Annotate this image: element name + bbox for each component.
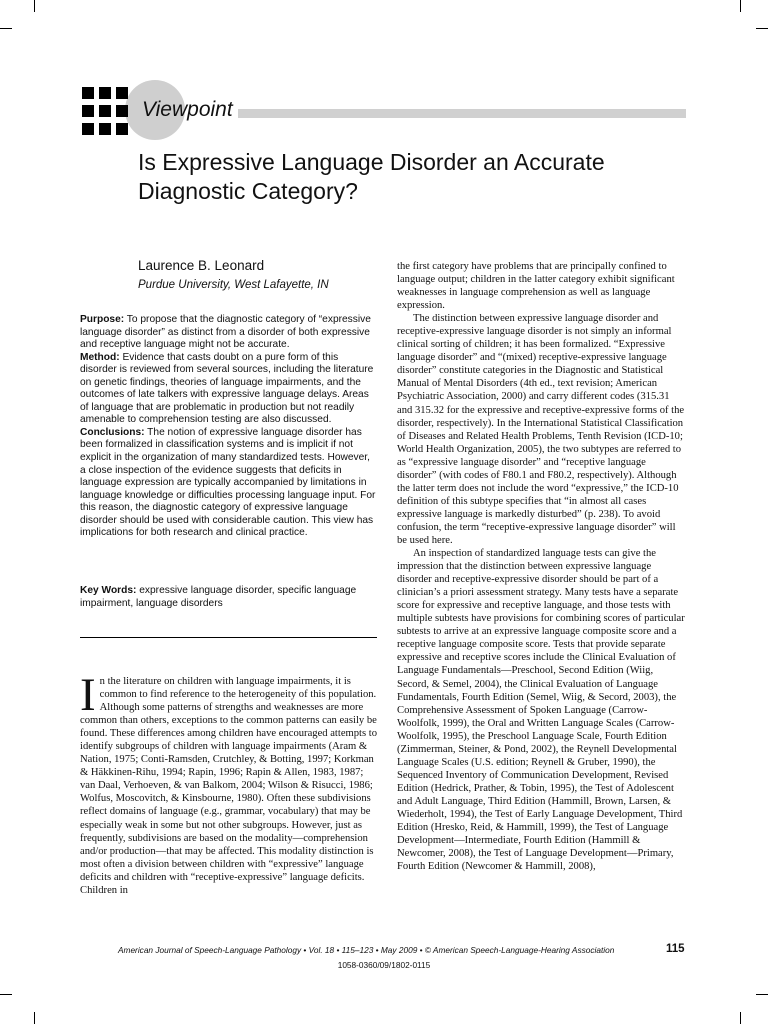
body-column-1 — [80, 669, 378, 897]
logo-square — [82, 105, 94, 117]
body-paragraph: An inspection of standardized language tests can give the impression that the distinction between expressive language disorder and receptive-expressive disorder should be part of a clinician’s a priori assessment strategy. Many tests have a separate score for expressive and receptive language, and those tests with multiple subtests have provisions for combining scores of particular subtests to arrive at an expressive language composite score and a receptive language composite score. Tests that provide separate expressive and receptive scores include the Clinical Evaluation of Language Fundamentals—Preschool, Second Edition (Wiig, Secord, & Semel, 2004), the Clinical Evaluation of Language Fundamentals, Fourth Edition (Semel, Wiig, & Secord, 2003), the Comprehensive Assessment of Spoken Language (Carrow-Woolfolk, 1999), the Oral and Written Language Scales (Carrow-Woolfolk, 1995), the Preschool Language Scale, Fourth Edition (Zimmerman, Steiner, & Pond, 2002), the Reynell Developmental Language Scales (U.S. edition; Reynell & Gruber, 1990), the Sequenced Inventory of Communication Development, Revised Edition (Hedrick, Prather, & Tobin, 1995), the Test of Adolescent and Adult Language, Third Edition (Hammill, Brown, Larsen, & Wiederholt, 1994), the Test of Early Language Development, Third Edition (Hresko, Reid, & Hammill, 1999), the Test of Language Development—Intermediate, Fourth Edition (Hammill & Newcomer, 2008), the Test of Language Development—Primary, Fourth Edition (Newcomer & Hammill, 2008), — [397, 548, 685, 873]
body-paragraph: The distinction between expressive language disorder and receptive-expressive language disorder is not simply an informal clinical sorting of children; it has been formalized. “Expressive language disorder” and “(mixed) receptive-expressive language disorder” constitute categories in the Diagnostic and Statistical Manual of Mental Disorders (4th ed., text revision; American Psychiatric Association, 2000) and carry different codes (315.31 and 315.32 for the expressive and receptive-expressive forms of the disorder, respectively). In the International Statistical Classification of Diseases and Related Health Problems, Tenth Revision (ICD-10; World Health Organization, 2005), the two subtypes are referred to as “expressive language disorder” and “receptive language disorder” (with codes of F80.1 and F80.2, respectively). Although the latter term does not include the word “expressive,” the ICD-10 definition of this subtype specifies that “in almost all cases expressive language is markedly disturbed” (p. 238). To avoid confusion, the term “receptive-expressive language disorder” will be used here. — [397, 313, 685, 546]
key-words-label: Key Words: — [80, 585, 137, 596]
crop-mark-bl-v — [34, 1012, 35, 1024]
crop-mark-bl-h — [0, 994, 12, 995]
key-words-text: expressive language disorder, specific language impairment, language disorders — [80, 585, 357, 609]
author-affiliation: Purdue University, West Lafayette, IN — [138, 279, 329, 291]
method-label: Method: — [80, 351, 120, 363]
key-words — [80, 584, 377, 610]
doi-line: 1058-0360/09/1802-0115 — [337, 960, 431, 970]
abstract — [80, 314, 377, 540]
section-label: Viewpoint — [142, 98, 233, 121]
abstract-purpose — [80, 314, 377, 352]
method-text: Evidence that casts doubt on a pure form of this disorder is reviewed from several sources, including the literature on genetic findings, theories of language impairments, and the outcomes of late talkers with expressive language delays. Areas of language that are problematic in production but not readily amenable to comprehension testing are also discussed. — [80, 351, 374, 426]
abstract-method — [80, 352, 377, 427]
logo-square — [82, 87, 94, 99]
logo-square — [99, 123, 111, 135]
crop-mark-tr-h — [756, 28, 768, 29]
crop-mark-tl-v — [34, 0, 35, 12]
purpose-label: Purpose: — [80, 314, 125, 325]
conclusions-text: The notion of expressive language disorder has been formalized in classification systems and is implicit if not explicit in the organization of many standardized tests. However, a close inspection of the evidence suggests that deficits in language expression are typically accompanied by limitations in language knowledge or difficulties processing language input. For this reason, the diagnostic category of expressive language disorder should be used with considerable caution. This view has implications for both research and clinical practice. — [80, 426, 376, 539]
logo-square — [99, 87, 111, 99]
crop-mark-br-h — [756, 994, 768, 995]
conclusions-label: Conclusions: — [80, 426, 145, 438]
logo-square — [99, 105, 111, 117]
drop-cap: I — [80, 669, 96, 721]
body-paragraph: the first category have problems that are principally confined to language output; children in the latter category exhibit significant weaknesses in language comprehension as well as language expression. — [397, 261, 675, 312]
crop-mark-tl-h — [0, 28, 12, 29]
purpose-text: To propose that the diagnostic category of “expressive language disorder” as distinct from a disorder of both expressive and receptive language might not be accurate. — [80, 314, 371, 351]
logo-square — [116, 87, 128, 99]
logo-square — [116, 105, 128, 117]
logo-square — [82, 123, 94, 135]
logo-square — [116, 123, 128, 135]
body-column-2 — [397, 260, 687, 873]
abstract-conclusions — [80, 427, 377, 540]
abstract-divider — [80, 637, 377, 638]
section-bar — [238, 109, 686, 118]
crop-mark-br-v — [740, 1012, 741, 1024]
article-title: Is Expressive Language Disorder an Accurate Diagnostic Category? — [138, 149, 605, 204]
page-number: 115 — [666, 943, 685, 955]
crop-mark-tr-v — [740, 0, 741, 12]
author-name: Laurence B. Leonard — [138, 258, 265, 273]
journal-citation: American Journal of Speech-Language Pathology • Vol. 18 • 115–123 • May 2009 • © American Speech-Language-Hearing Association — [118, 945, 615, 955]
body-paragraph: n the literature on children with language impairments, it is common to find reference to the heterogeneity of this population. Although some patterns of strengths and weaknesses are more common than others, exceptions to the common patterns can easily be found. These differences among children have encouraged attempts to identify subgroups of children with language impairments (Aram & Nation, 1975; Conti-Ramsden, Crutchley, & Botting, 1997; Korkman & Häkkinen-Rihu, 1994; Rapin, 1996; Rapin & Allen, 1983, 1987; van Daal, Verhoeven, & van Balkom, 2004; Wilson & Risucci, 1986; Wolfus, Moscovitch, & Kinsbourne, 1980). Often these subdivisions reflect domains of language (e.g., grammar, vocabulary) that may be especially weak in some but not other subgroups. However, just as frequently, subdivisions are based on the modality—comprehension and/or production—that may be affected. This modality distinction is most often a division between children with “expressive” language deficits and children with “receptive-expressive” language deficits. Children in — [80, 676, 378, 896]
